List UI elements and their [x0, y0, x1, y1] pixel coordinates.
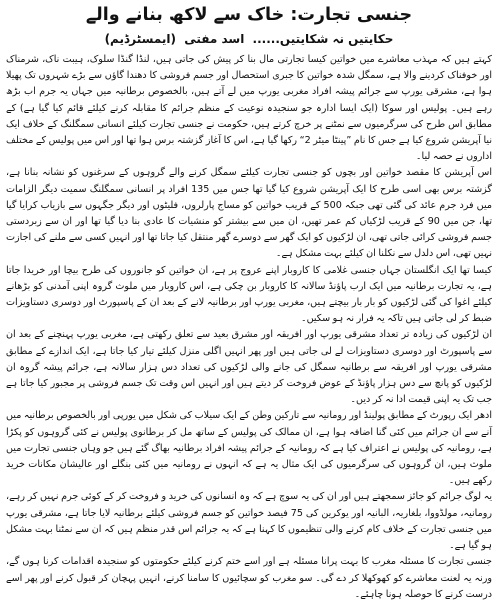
- paragraph: اس آپریشن کا مقصد خواتین اور بچوں کو جنسی تجارت کیلئے سمگل کرنے والے گروہوں کے سرغنوں کو نشانہ بنانا ہے، گزشتہ برس بھی اسی طرح کا ایک آپریشن شروع کیا گیا تھا جس میں 135 افراد پر انسانی سمگلنگ سمیت دیگر الزامات میں فرد جرم عائد کی گئی تھی جبکہ 500 کے قریب خواتین کو مساج پارلروں، فلیٹوں اور دیگر جگہوں سے بازیاب کرایا گیا تھا، جن میں 90 کے قریب لڑکیاں کم عمر تھیں، ان میں سے بیشتر کو منشیات کا عادی بنا دیا گیا تھا اور ان سے زبردستی جسم فروشی کرائی جاتی تھی، ان لڑکیوں کو ایک گھر سے دوسرے گھر منتقل کیا جاتا تھا اور انہیں کسی سے ملنے کی اجازت نہیں تھی، اس دلدل سے نکلنا ان کیلئے بہت مشکل ہے۔: [6, 167, 492, 260]
- article-body: [6, 52, 492, 603]
- series-label: حکایتیں نہ شکایتیں......: [252, 32, 394, 46]
- author-name: اسد مفتی: [184, 32, 245, 46]
- author-location: (ایمسٹرڈیم): [104, 32, 177, 46]
- paragraph: ان لڑکیوں کی زیادہ تر تعداد مشرقی یورپ اور افریقہ اور مشرق بعید سے تعلق رکھتی ہے، مغربی یورپ پہنچنے کے بعد ان سے پاسپورٹ اور دوسری دستاویزات لے لی جاتی ہیں اور پھر انہیں اگلی منزل کیلئے تیار کیا جاتا ہے، ایک اندازے کے مطابق مشرقی یورپ اور افریقہ سے برطانیہ سمگل کی جانے والی لڑکیوں کی تعداد دس ہزار سالانہ ہے، جرائم پیشہ گروہ ان لڑکیوں کو پانچ سے دس ہزار پاؤنڈ کے عوض فروخت کر دیتے ہیں اور انہیں اس وقت تک جسم فروشی پر مجبور کیا جاتا ہے جب تک یہ اپنی قیمت ادا نہ کر دیں۔: [6, 329, 492, 406]
- byline: [6, 28, 492, 50]
- paragraph: جنسی تجارت کا مسئلہ مغرب کا بہت پرانا مسئلہ ہے اور اسے ختم کرنے کیلئے حکومتوں کو سنجیدہ اقدامات کرنا ہوں گے، ورنہ یہ لعنت معاشرے کو کھوکھلا کر دے گی۔ سو مغرب کو سچائیوں کا سامنا کرنے، انہیں پہچان کر قبول کرنے اور پھر اسے درست کرنے کا حوصلہ ہونا چاہئے۔: [6, 556, 492, 600]
- paragraph: کیسا تھا ایک انگلستان جہاں جنسی غلامی کا کاروبار اپنے عروج پر ہے، ان خواتین کو جانوروں کی طرح بیچا اور خریدا جاتا ہے، یہ تجارت برطانیہ میں ایک ارب پاؤنڈ سالانہ کا کاروبار بن چکی ہے، اس کاروبار میں ملوث گروہ اپنی آمدنی کو بڑھانے کیلئے اغوا کی گئی لڑکیوں کو بار بار بیچتے ہیں، مغربی یورپ اور برطانیہ لانے کے بعد ان کے پاسپورٹ اور دوسری دستاویزات ضبط کر لی جاتی ہیں تاکہ یہ فرار نہ ہو سکیں۔: [6, 264, 492, 325]
- paragraph: ادھر ایک رپورٹ کے مطابق پولینڈ اور رومانیہ سے تارکین وطن کے ایک سیلاب کی شکل میں یورپی اور بالخصوص برطانیہ میں آنے سے ان جرائم میں کئی گنا اضافہ ہوا ہے، ان ممالک کی پولیس کے ساتھ مل کر برطانوی پولیس نے کئی گروہوں کو پکڑا ہے، رومانیہ کی پولیس نے اعتراف کیا ہے کہ رومانیہ کے جرائم پیشہ افراد برطانیہ بھاگ گئے ہیں جو وہاں جنسی تجارت میں ملوث ہیں، ان گروہوں کی سرگرمیوں کی ایک مثال یہ ہے کہ انہوں نے رومانیہ میں کئی بنگلے اور عالیشان مکانات خرید رکھے ہیں۔: [6, 410, 492, 487]
- paragraph: کہتے ہیں کہ مہذب معاشرے میں خواتین کیسا تجارتی مال بنا کر پیش کی جاتی ہیں، لنڈا گنڈا سلوک، ہیبت ناک، شرمناک اور خوفناک کردینے والا ہے، سمگل شدہ خواتین کا جبری استحصال اور جسم فروشی کا دھندا گاؤں سے بڑے شہروں تک پھیلا ہوا ہے، مشرقی یورپ سے جرائم پیشہ افراد مغربی یورپ میں لے آتے ہیں، بالخصوص برطانیہ میں جہاں یہ جرم اب بڑھ رہے ہیں۔ پولیس اور سوکا (ایک ایسا ادارہ جو سنجیدہ نوعیت کے منظم جرائم کا مقابلہ کرنے کیلئے قائم کیا گیا ہے) کے مطابق اس طرح کی سرگرمیوں سے نمٹنے پر خرچ کرتے ہیں، حکومت نے جنسی تجارت کیلئے انسانی سمگلنگ کے خلاف ایک نیا آپریشن شروع کیا ہے جس کا نام ”پینٹا میٹر 2“ رکھا گیا ہے، اس کا آغاز گزشتہ برس ہوا تھا اور اس میں پولیس کے مختلف اداروں نے حصہ لیا۔: [6, 54, 492, 163]
- paragraph: یہ لوگ جرائم کو جائز سمجھتے ہیں اور ان کی یہ سوچ ہے کہ وہ انسانوں کی خرید و فروخت کر کے کوئی جرم نہیں کر رہے، رومانیہ، مولڈووا، بلغاریہ، البانیہ اور یوکرین کی 75 فیصد خواتین کو جسم فروشی کیلئے برطانیہ لایا جاتا ہے، مشرقی یورپ میں جنسی تجارت کے خلاف کام کرنے والی تنظیموں کا کہنا ہے کہ یہ جرائم اس قدر منظم ہیں کہ ان سے نمٹنا بہت مشکل ہو گیا ہے۔: [6, 491, 492, 552]
- article-headline: جنسی تجارت: خاک سے لاکھ بنانے والے: [85, 5, 413, 25]
